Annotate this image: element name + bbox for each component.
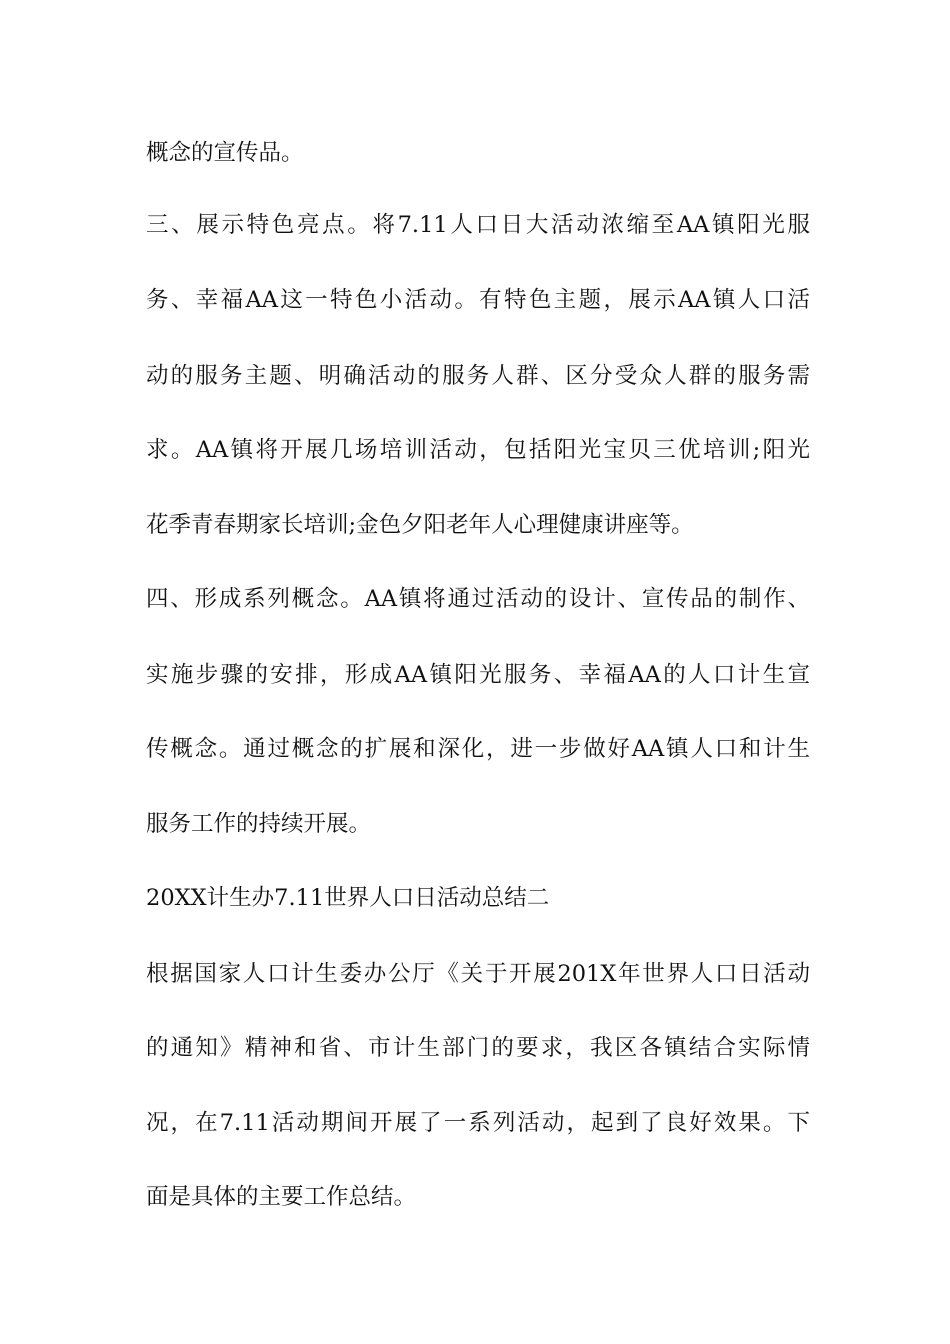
text-line: 实施步骤的安排，形成AA镇阳光服务、幸福AA的人口计生宣	[146, 662, 810, 688]
text-line: 传概念。通过概念的扩展和深化，进一步做好AA镇人口和计生	[146, 736, 810, 762]
text-line: 四、形成系列概念。AA镇将通过活动的设计、宣传品的制作、	[146, 586, 810, 612]
text-line: 况，在7.11活动期间开展了一系列活动，起到了良好效果。下	[146, 1110, 810, 1136]
section-heading: 20XX计生办7.11世界人口日活动总结二	[146, 885, 550, 911]
text-line: 务、幸福AA这一特色小活动。有特色主题，展示AA镇人口活	[146, 287, 810, 313]
text-line: 概念的宣传品。	[146, 140, 304, 166]
text-line: 动的服务主题、明确活动的服务人群、区分受众人群的服务需	[146, 363, 810, 389]
text-line: 花季青春期家长培训;金色夕阳老年人心理健康讲座等。	[146, 512, 694, 538]
text-line: 的通知》精神和省、市计生部门的要求，我区各镇结合实际情	[146, 1035, 810, 1061]
text-line: 求。AA镇将开展几场培训活动，包括阳光宝贝三优培训;阳光	[146, 437, 810, 463]
text-line: 根据国家人口计生委办公厅《关于开展201X年世界人口日活动	[146, 961, 810, 987]
text-line: 服务工作的持续开展。	[146, 811, 372, 837]
text-line: 面是具体的主要工作总结。	[146, 1184, 417, 1210]
text-line: 三、展示特色亮点。将7.11人口日大活动浓缩至AA镇阳光服	[146, 212, 810, 238]
